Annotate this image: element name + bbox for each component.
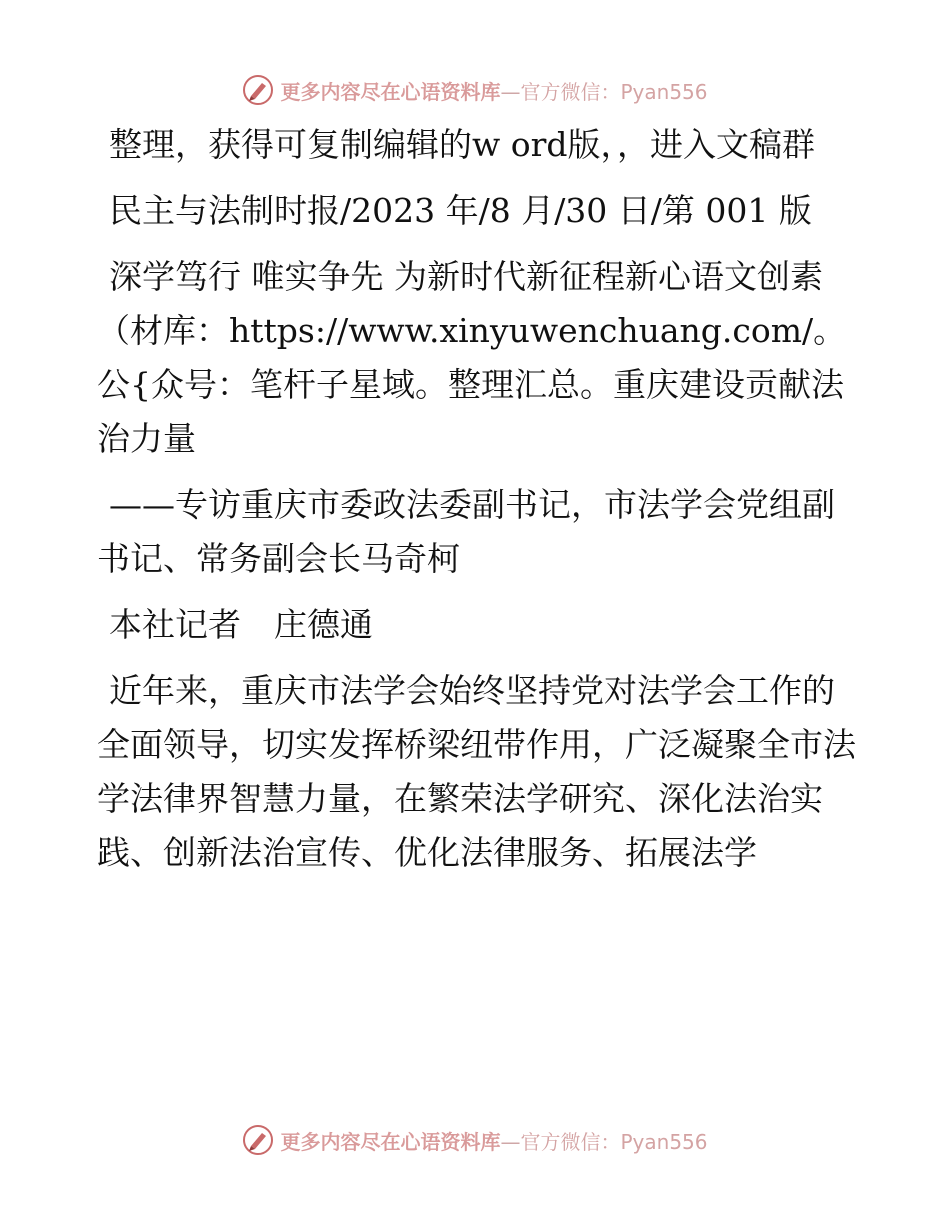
watermark-text (280, 1126, 707, 1155)
document-body (97, 118, 857, 892)
watermark-main-text: 更多内容尽在心语资料库 (280, 1129, 501, 1154)
footer-watermark-inner (242, 1124, 707, 1156)
paragraph-body: 近年来，重庆市法学会始终坚持党对法学会工作的全面领导，切实发挥桥梁纽带作用，广泛凝聚全市法学法律界智慧力量，在繁荣法学研究、深化法治实践、创新法治宣传、优化法律服务、拓展法学 (97, 671, 856, 872)
paragraph-headline: 深学笃行 唯实争先 为新时代新征程新心语文创素（材库：https://www.xinyuwenchuang.com/。公{众号：笔杆子星域。整理汇总。重庆建设贡献法治力量 (97, 257, 847, 458)
watermark-main-text: 更多内容尽在心语资料库 (280, 79, 501, 104)
watermark-wechat-id: Pyan556 (620, 1129, 708, 1154)
watermark-wechat-id: Pyan556 (620, 79, 708, 104)
header-watermark (0, 70, 950, 110)
header-watermark-inner (242, 74, 707, 106)
paragraph-byline: 本社记者 庄德通 (109, 605, 373, 644)
watermark-dash: — (500, 79, 521, 104)
footer-watermark (0, 1120, 950, 1160)
paragraph-source: 民主与法制时报/2023 年/8 月/30 日/第 001 版 (109, 191, 812, 230)
pen-logo-icon (242, 74, 274, 106)
watermark-text (280, 76, 707, 105)
paragraph-intro: 整理，获得可复制编辑的w ord版，，进入文稿群 (109, 125, 816, 164)
watermark-wechat-label: 官方微信： (520, 1129, 621, 1154)
pen-logo-icon (242, 1124, 274, 1156)
watermark-dash: — (500, 1129, 521, 1154)
paragraph-subtitle: ——专访重庆市委政法委副书记，市法学会党组副书记、常务副会长马奇柯 (97, 485, 835, 578)
watermark-wechat-label: 官方微信： (520, 79, 621, 104)
